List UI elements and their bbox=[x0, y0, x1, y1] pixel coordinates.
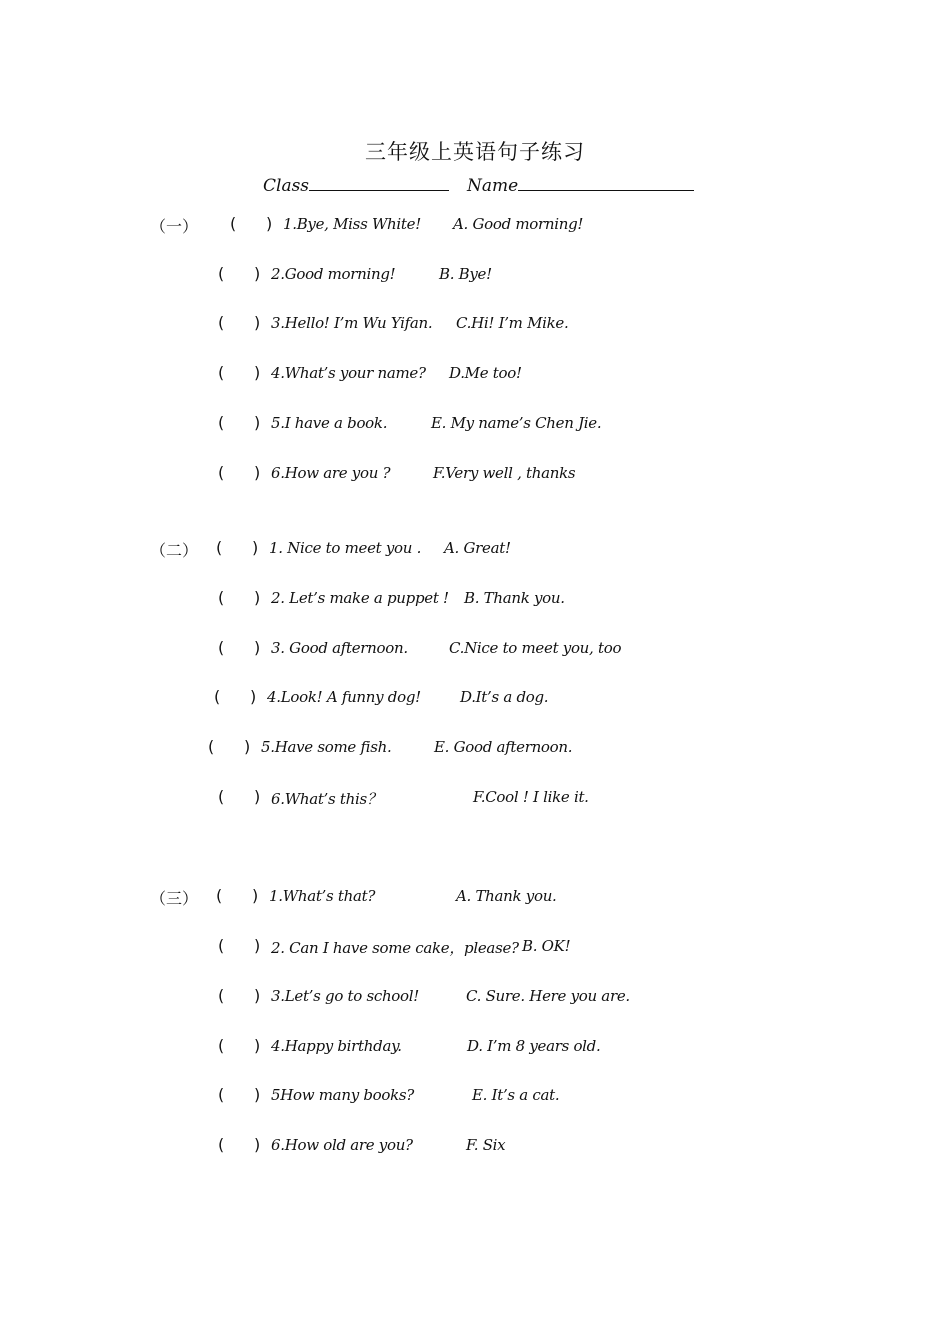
name-label: Name bbox=[467, 176, 519, 196]
answer-text: D. I’m 8 years old. bbox=[467, 1037, 601, 1055]
answer-paren-open: ( bbox=[208, 737, 214, 756]
answer-paren-close: ) bbox=[254, 588, 260, 607]
answer-paren-open: ( bbox=[218, 463, 224, 482]
name-blank bbox=[518, 172, 694, 191]
class-label: Class bbox=[263, 176, 310, 196]
question-text: 4.What’s your name? bbox=[271, 364, 426, 382]
answer-text: B. OK! bbox=[522, 937, 571, 955]
class-blank bbox=[309, 172, 449, 191]
answer-paren-open: ( bbox=[218, 313, 224, 332]
answer-paren-open: ( bbox=[218, 787, 224, 806]
answer-text: F.Very well , thanks bbox=[433, 464, 576, 482]
question-text: 2. Let’s make a puppet ! bbox=[271, 589, 449, 607]
answer-text: A. Thank you. bbox=[456, 887, 557, 905]
answer-text: E. My name’s Chen Jie. bbox=[431, 414, 602, 432]
answer-paren-close: ) bbox=[254, 1036, 260, 1055]
answer-text: F. Six bbox=[466, 1136, 506, 1154]
answer-paren-open: ( bbox=[218, 264, 224, 283]
answer-paren-open: ( bbox=[218, 986, 224, 1005]
answer-paren-close: ) bbox=[254, 313, 260, 332]
answer-text: F.Cool ! I like it. bbox=[473, 788, 589, 806]
answer-text: B. Bye! bbox=[439, 265, 492, 283]
answer-paren-open: ( bbox=[214, 687, 220, 706]
question-text: 2. Can I have some cake，please? bbox=[271, 939, 519, 957]
answer-paren-open: ( bbox=[218, 363, 224, 382]
answer-paren-close: ) bbox=[244, 737, 250, 756]
answer-text: A. Good morning! bbox=[453, 215, 584, 233]
answer-paren-open: ( bbox=[218, 1036, 224, 1055]
question-text: 1.Bye, Miss White! bbox=[283, 215, 421, 233]
answer-paren-close: ) bbox=[252, 538, 258, 557]
question-text: 1.What’s that? bbox=[269, 887, 376, 905]
answer-paren-close: ) bbox=[254, 986, 260, 1005]
question-text: 6.What’s this？ bbox=[271, 790, 382, 808]
section-label-1: （一） bbox=[150, 217, 199, 236]
question-text: 5.Have some fish. bbox=[261, 738, 392, 756]
answer-text: C. Sure. Here you are. bbox=[466, 987, 630, 1005]
answer-paren-open: ( bbox=[218, 413, 224, 432]
question-text: 4.Happy birthday. bbox=[271, 1037, 402, 1055]
question-text: 6.How are you ? bbox=[271, 464, 391, 482]
section-label-2: （二） bbox=[150, 541, 199, 560]
answer-paren-close: ) bbox=[254, 413, 260, 432]
answer-paren-open: ( bbox=[218, 638, 224, 657]
answer-paren-open: ( bbox=[218, 1085, 224, 1104]
answer-paren-open: ( bbox=[218, 588, 224, 607]
answer-paren-close: ) bbox=[266, 214, 272, 233]
answer-text: C.Nice to meet you, too bbox=[449, 639, 622, 657]
student-info-row bbox=[263, 172, 694, 196]
question-text: 6.How old are you? bbox=[271, 1136, 413, 1154]
question-text: 3.Hello! I’m Wu Yifan. bbox=[271, 314, 433, 332]
answer-text: D.Me too! bbox=[449, 364, 522, 382]
answer-text: A. Great! bbox=[444, 539, 511, 557]
answer-text: E. It’s a cat. bbox=[472, 1086, 560, 1104]
question-text: 3. Good afternoon. bbox=[271, 639, 408, 657]
answer-paren-open: ( bbox=[218, 936, 224, 955]
answer-paren-close: ) bbox=[254, 1085, 260, 1104]
answer-paren-close: ) bbox=[254, 363, 260, 382]
answer-text: D.It’s a dog. bbox=[460, 688, 549, 706]
answer-paren-close: ) bbox=[254, 1135, 260, 1154]
answer-paren-close: ) bbox=[254, 463, 260, 482]
answer-paren-close: ) bbox=[254, 638, 260, 657]
answer-paren-open: ( bbox=[230, 214, 236, 233]
answer-paren-close: ) bbox=[254, 936, 260, 955]
answer-text: B. Thank you. bbox=[464, 589, 565, 607]
answer-paren-open: ( bbox=[218, 1135, 224, 1154]
question-text: 4.Look! A funny dog! bbox=[267, 688, 421, 706]
answer-paren-close: ) bbox=[252, 886, 258, 905]
answer-paren-open: ( bbox=[216, 538, 222, 557]
question-text: 5.I have a book. bbox=[271, 414, 388, 432]
answer-paren-open: ( bbox=[216, 886, 222, 905]
question-text: 2.Good morning! bbox=[271, 265, 396, 283]
answer-text: C.Hi! I’m Mike. bbox=[456, 314, 569, 332]
question-text: 5How many books? bbox=[271, 1086, 415, 1104]
answer-paren-close: ) bbox=[254, 264, 260, 283]
answer-paren-close: ) bbox=[254, 787, 260, 806]
answer-text: E. Good afternoon. bbox=[434, 738, 573, 756]
answer-paren-close: ) bbox=[250, 687, 256, 706]
page-title: 三年级上英语句子练习 bbox=[365, 140, 585, 164]
question-text: 3.Let’s go to school! bbox=[271, 987, 419, 1005]
question-text: 1. Nice to meet you . bbox=[269, 539, 422, 557]
section-label-3: （三） bbox=[150, 889, 199, 908]
